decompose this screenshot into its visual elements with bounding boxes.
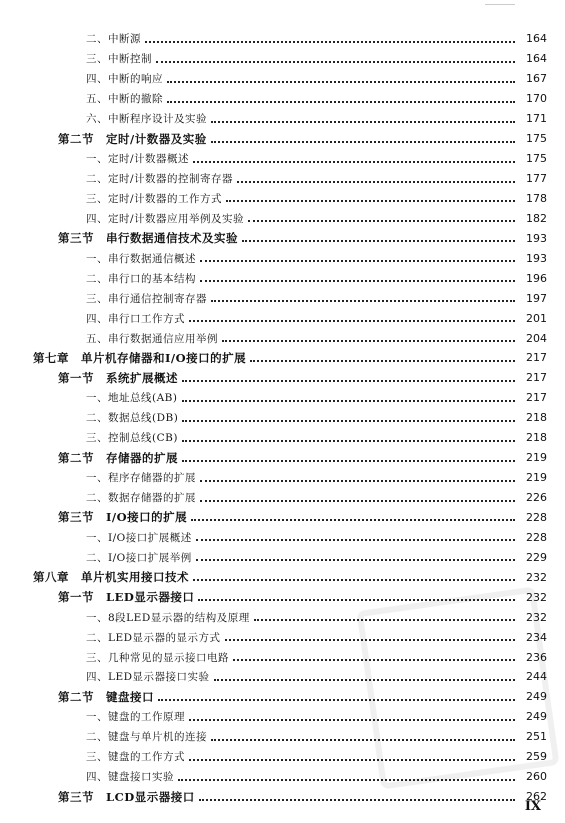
toc-chapter [0,567,565,587]
toc-entry-page: 260 [526,770,547,784]
dot-leader [193,579,515,581]
toc-entry [0,109,565,129]
dot-leader [182,440,515,442]
toc-entry-page: 204 [526,331,547,345]
dot-leader [233,659,515,661]
toc-section [0,787,565,807]
toc-entry-page: 259 [526,750,547,764]
toc-entry-page: 228 [526,510,547,524]
dot-leader [178,779,515,781]
toc-entry [0,707,565,727]
toc-entry [0,308,565,328]
toc-entry-page: 182 [526,211,547,225]
dot-leader [199,799,515,801]
table-of-contents [0,29,565,807]
toc-entry-title: 三、控制总线(CB) [86,432,178,445]
toc-entry-page: 193 [526,251,547,265]
toc-entry-page: 170 [526,92,547,106]
toc-entry-title: 第三节 I/O接口的扩展 [58,510,188,525]
toc-entry [0,208,565,228]
toc-entry-title: 二、键盘与单片机的连接 [86,731,207,744]
toc-entry-title: 第二节 存储器的扩展 [58,450,178,465]
toc-entry-page: 234 [526,630,547,644]
toc-entry-page: 219 [526,471,547,485]
toc-entry-title: 一、定时/计数器概述 [86,153,190,166]
toc-entry [0,328,565,348]
toc-entry-title: 二、I/O接口扩展举例 [86,551,192,564]
toc-entry [0,727,565,747]
toc-entry-title: 五、中断的撤除 [86,93,163,106]
dot-leader [211,121,515,123]
toc-entry-title: 第三节 LCD显示器接口 [58,789,195,804]
toc-entry-title: 第八章 单片机实用接口技术 [33,570,189,585]
toc-entry [0,408,565,428]
dot-leader [250,360,515,362]
dot-leader [167,81,515,83]
toc-entry-page: 262 [526,790,547,804]
scan-mark [485,4,515,11]
toc-entry-title: 四、键盘接口实验 [86,771,174,784]
toc-entry-page: 232 [526,610,547,624]
toc-entry-page: 197 [526,291,547,305]
toc-entry-title: 第二节 键盘接口 [58,689,154,704]
toc-entry-title: 二、LED显示器的显示方式 [86,631,221,644]
toc-entry-title: 第一节 系统扩展概述 [58,370,178,385]
toc-entry-page: 177 [526,172,547,186]
dot-leader [156,61,515,63]
toc-entry-page: 218 [526,411,547,425]
toc-entry-title: 一、键盘的工作原理 [86,711,185,724]
toc-entry-title: 二、中断源 [86,33,141,46]
toc-entry [0,647,565,667]
dot-leader [237,181,515,183]
toc-entry-page: 251 [526,730,547,744]
dot-leader [189,320,515,322]
toc-entry [0,747,565,767]
toc-entry-page: 232 [526,570,547,584]
toc-section [0,368,565,388]
dot-leader [242,240,515,242]
dot-leader [211,141,515,143]
toc-entry [0,169,565,189]
toc-entry [0,488,565,508]
dot-leader [248,220,515,222]
dot-leader [200,260,515,262]
toc-entry [0,268,565,288]
toc-entry-title: 一、地址总线(AB) [86,392,178,405]
toc-entry-title: 五、串行数据通信应用举例 [86,332,218,345]
dot-leader [222,340,515,342]
toc-entry-title: 一、I/O接口扩展概述 [86,531,192,544]
toc-entry-title: 第二节 定时/计数器及实验 [58,131,207,146]
dot-leader [200,500,515,502]
toc-entry-page: 167 [526,72,547,86]
toc-section [0,228,565,248]
toc-entry-title: 第七章 单片机存储器和I/O接口的扩展 [33,350,247,365]
toc-entry-page: 201 [526,311,547,325]
toc-entry-page: 229 [526,550,547,564]
dot-leader [158,699,515,701]
toc-entry-page: 175 [526,132,547,146]
toc-chapter [0,348,565,368]
toc-entry [0,428,565,448]
dot-leader [189,719,515,721]
dot-leader [182,400,516,402]
toc-entry-title: 一、串行数据通信概述 [86,252,196,265]
dot-leader [145,41,515,43]
toc-entry-page: 193 [526,231,547,245]
toc-entry-page: 218 [526,431,547,445]
toc-entry-page: 171 [526,112,547,126]
dot-leader [198,599,515,601]
toc-entry-title: 四、串行口工作方式 [86,312,185,325]
toc-entry-title: 三、几种常见的显示接口电路 [86,651,229,664]
toc-entry [0,767,565,787]
toc-entry-page: 228 [526,530,547,544]
toc-entry-title: 四、中断的响应 [86,73,163,86]
toc-entry-page: 217 [526,391,547,405]
toc-entry-title: 三、中断控制 [86,53,152,66]
toc-entry [0,49,565,69]
toc-entry [0,627,565,647]
toc-entry-title: 一、8段LED显示器的结构及原理 [86,611,250,624]
toc-entry [0,29,565,49]
toc-entry [0,667,565,687]
toc-entry-title: 二、串行口的基本结构 [86,272,196,285]
toc-entry-page: 178 [526,191,547,205]
page-number: IX [524,799,541,814]
toc-entry [0,468,565,488]
toc-section [0,129,565,149]
dot-leader [182,380,515,382]
toc-entry-title: 三、串行通信控制寄存器 [86,292,207,305]
toc-entry [0,547,565,567]
toc-entry-title: 一、程序存储器的扩展 [86,472,196,485]
dot-leader [167,101,515,103]
dot-leader [193,161,515,163]
dot-leader [214,679,515,681]
dot-leader [225,639,515,641]
toc-entry-title: 第三节 串行数据通信技术及实验 [58,231,238,246]
toc-entry-page: 249 [526,690,547,704]
toc-section [0,508,565,528]
dot-leader [200,280,515,282]
toc-entry-page: 232 [526,590,547,604]
toc-entry-page: 196 [526,271,547,285]
toc-entry-page: 236 [526,650,547,664]
toc-entry-page: 164 [526,32,547,46]
toc-entry-title: 六、中断程序设计及实验 [86,113,207,126]
toc-entry [0,248,565,268]
toc-section [0,448,565,468]
toc-entry-page: 244 [526,670,547,684]
dot-leader [182,420,515,422]
toc-entry-page: 217 [526,351,547,365]
toc-entry-title: 二、定时/计数器的控制寄存器 [86,173,234,186]
toc-entry [0,89,565,109]
toc-entry [0,69,565,89]
toc-entry [0,607,565,627]
toc-entry-title: 四、定时/计数器应用举例及实验 [86,212,245,225]
dot-leader [211,300,515,302]
toc-entry [0,388,565,408]
dot-leader [196,559,515,561]
toc-entry-page: 226 [526,491,547,505]
toc-entry [0,527,565,547]
dot-leader [191,519,515,521]
toc-entry-title: 二、数据总线(DB) [86,412,179,425]
dot-leader [189,759,515,761]
dot-leader [254,619,515,621]
toc-section [0,587,565,607]
toc-section [0,687,565,707]
toc-entry-title: 二、数据存储器的扩展 [86,492,196,505]
dot-leader [200,480,515,482]
dot-leader [196,539,515,541]
toc-entry-title: 三、定时/计数器的工作方式 [86,192,223,205]
dot-leader [182,460,515,462]
toc-entry-page: 249 [526,710,547,724]
dot-leader [226,200,515,202]
toc-entry [0,189,565,209]
toc-entry-page: 219 [526,451,547,465]
toc-entry-title: 四、LED显示器接口实验 [86,671,210,684]
dot-leader [211,739,515,741]
toc-entry [0,149,565,169]
toc-entry-page: 175 [526,152,547,166]
toc-entry-page: 164 [526,52,547,66]
toc-entry-page: 217 [526,371,547,385]
toc-entry-title: 三、键盘的工作方式 [86,751,185,764]
toc-entry-title: 第一节 LED显示器接口 [58,590,195,605]
toc-entry [0,288,565,308]
